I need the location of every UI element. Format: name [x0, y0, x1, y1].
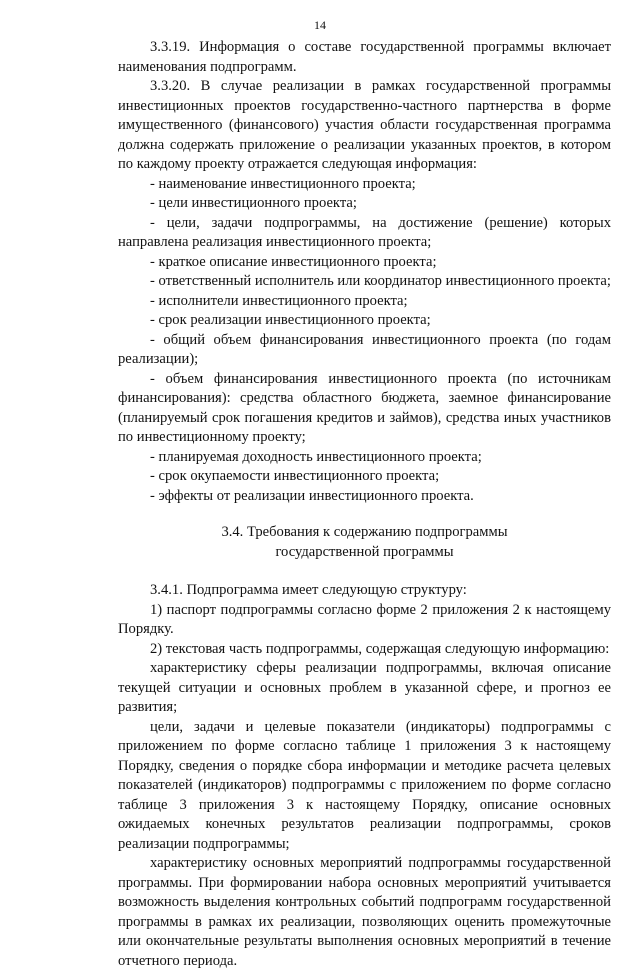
- list-item: - срок окупаемости инвестиционного проекта;: [150, 468, 440, 484]
- spacer: [118, 562, 611, 581]
- list-item: - ответственный исполнитель или координатор инвестиционного проекта;: [150, 273, 611, 289]
- list-item: - эффекты от реализации инвестиционного проекта.: [150, 487, 474, 504]
- list-item: - объем финансирования инвестиционного проекта (по источникам финансирования): средства областного бюджета, заемное финансирование (планируемый срок погашения кредитов и займов), средства иных участников по инвестиционному проекту;: [118, 370, 611, 445]
- paragraph-3-3-19: 3.3.19. Информация о составе государственной программы включает наименования подпрограмм.: [118, 39, 611, 75]
- paragraph-structure-item-2: 2) текстовая часть подпрограммы, содержащая следующую информацию:: [150, 640, 610, 657]
- list-item: - цели, задачи подпрограммы, на достижение (решение) которых направлена реализация инвестиционного проекта;: [118, 214, 611, 250]
- paragraph-3-4-1: 3.4.1. Подпрограмма имеет следующую структуру:: [150, 582, 467, 598]
- page-content: [118, 38, 611, 971]
- section-heading: [118, 523, 611, 562]
- list-item: - исполнители инвестиционного проекта;: [150, 292, 408, 309]
- list-item: - наименование инвестиционного проекта;: [150, 175, 416, 192]
- list-item: - цели инвестиционного проекта;: [150, 195, 357, 211]
- paragraph-3-3-20: 3.3.20. В случае реализации в рамках государственной программы инвестиционных проектов государственно-частного партнерства в форме имущественного (финансового) участия области государственная программа должна содержать приложение о реализации указанных проектов, в котором по каждому проекту отражается следующая информация:: [118, 78, 611, 172]
- paragraph-goals: цели, задачи и целевые показатели (индикаторы) подпрограммы с приложением по форме согласно таблице 1 приложения 3 к настоящему Порядку, сведения о порядке сбора информации и методике расчета целевых показателей (индикаторов) подпрограммы с приложением по форме согласно таблице 3 приложения 3 к настоящему Порядку, описание основных ожидаемых конечных результатов реализации подпрограммы, сроков реализации подпрограммы;: [118, 718, 611, 852]
- paragraph-structure-item-1: 1) паспорт подпрограммы согласно форме 2 приложения 2 к настоящему Порядку.: [118, 601, 611, 637]
- section-heading-line-2: государственной программы: [275, 543, 454, 560]
- paragraph-measures: характеристику основных мероприятий подпрограммы государственной программы. При формировании набора основных мероприятий учитывается возможность выделения контрольных событий подпрограмм государственной программы в рамках их реализации, позволяющих оценить промежуточные или окончательные результаты выполнения основных мероприятий в течение отчетного периода.: [118, 855, 611, 969]
- list-item: - краткое описание инвестиционного проекта;: [150, 253, 437, 270]
- list-item: - срок реализации инвестиционного проекта;: [150, 312, 431, 328]
- paragraph-characteristics: характеристику сферы реализации подпрограммы, включая описание текущей ситуации и основных проблем в указанной сфере, и прогноз ее развития;: [118, 660, 611, 715]
- list-item: - планируемая доходность инвестиционного проекта;: [150, 448, 482, 465]
- list-item: - общий объем финансирования инвестиционного проекта (по годам реализации);: [118, 331, 611, 367]
- section-heading-line-1: 3.4. Требования к содержанию подпрограммы: [221, 524, 508, 540]
- page-number: 14: [314, 18, 326, 32]
